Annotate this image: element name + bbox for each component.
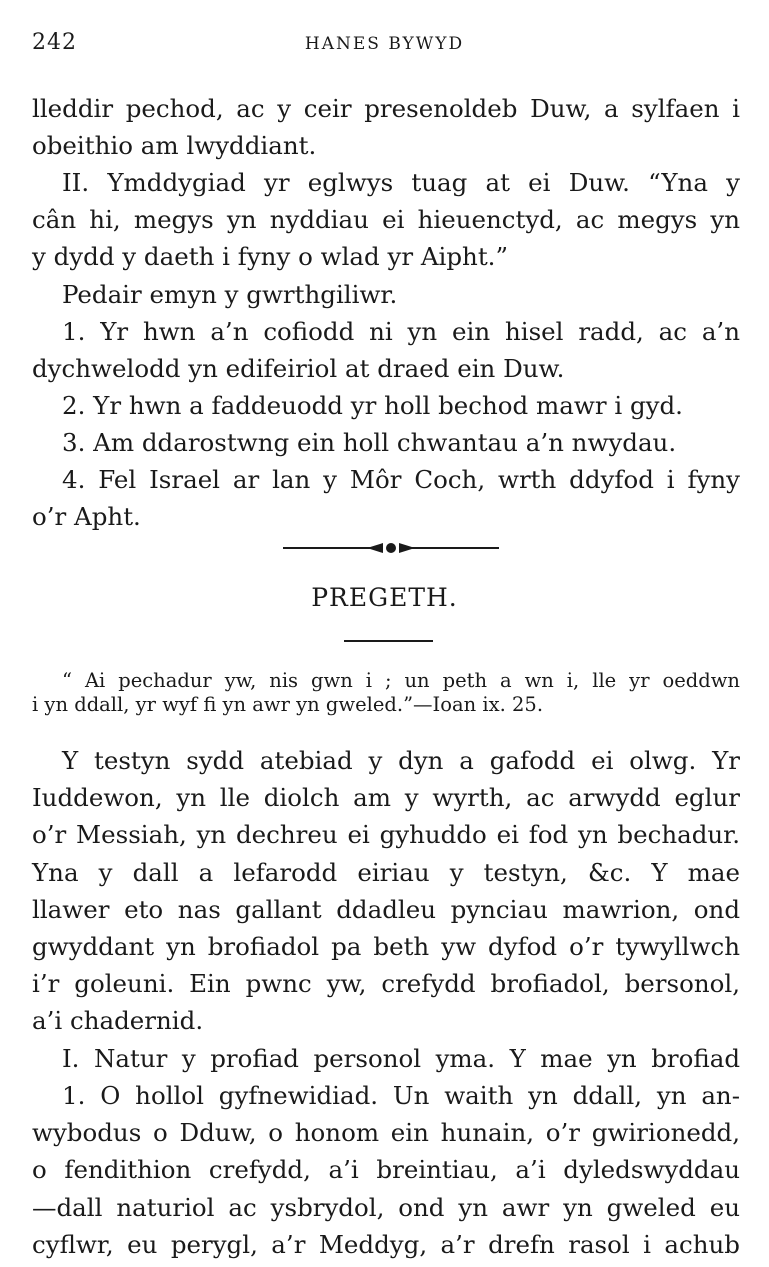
paragraph-continuation [32, 90, 740, 164]
paragraph-four-hymns [32, 276, 740, 313]
section-title: PREGETH. [311, 583, 458, 612]
text-line: 4. Fel Israel ar lan y Môr Coch, wrth ddyfod i fyny [62, 465, 740, 494]
text-line: II. Ymddygiad yr eglwys tuag at ei Duw. “Yna y [62, 168, 740, 197]
list-item-1 [32, 313, 740, 387]
text-line: wybodus o Dduw, o honom ein hunain, o’r gwirionedd, [32, 1118, 740, 1148]
running-head [0, 30, 769, 60]
text-line: “ Ai pechadur yw, nis gwn i ; un peth a wn i, lle yr oeddwn [62, 669, 740, 692]
text-line: obeithio am lwyddiant. [32, 131, 317, 161]
paragraph-section-i [32, 1040, 740, 1077]
paragraph-introduction [32, 742, 740, 1040]
list-item-3 [32, 424, 740, 461]
list-item-4 [32, 461, 740, 535]
text-line: Iuddewon, yn lle diolch am y wyrth, ac arwydd eglur [32, 783, 740, 813]
text-line: o’r Apht. [32, 502, 141, 532]
text-line: cyflwr, eu perygl, a’r Meddyg, a’r drefn rasol i achub [32, 1229, 740, 1259]
title-rule [344, 640, 433, 642]
text-line: o fendithion crefydd, a’i breintiau, a’i dyledswyddau [32, 1155, 740, 1185]
text-line: a’i chadernid. [32, 1006, 204, 1036]
text-line: dychwelodd yn edifeiriol at draed ein Duw. [32, 354, 565, 384]
text-line: Y testyn sydd atebiad y dyn a gafodd ei olwg. Yr [62, 746, 740, 775]
epigraph-quote [32, 669, 740, 717]
text-line: 2. Yr hwn a faddeuodd yr holl bechod mawr i gyd. [62, 391, 683, 420]
text-line: Yna y dall a lefarodd eiriau y testyn, &c. Y mae [32, 857, 740, 887]
text-line: Pedair emyn y gwrthgiliwr. [62, 280, 398, 309]
ornamental-divider [283, 538, 499, 558]
text-line: llawer eto nas gallant ddadleu pynciau mawrion, ond [32, 894, 740, 924]
running-title: HANES BYWYD [304, 34, 465, 54]
text-line: 1. Yr hwn a’n cofiodd ni yn ein hisel radd, ac a’n [62, 317, 740, 346]
text-line: lleddir pechod, ac y ceir presenoldeb Duw, a sylfaen i [32, 94, 740, 123]
text-line: 1. O hollol gyfnewidiad. Un waith yn ddall, yn an- [62, 1081, 740, 1110]
paragraph-section-ii [32, 164, 740, 276]
text-line: —dall naturiol ac ysbrydol, ond yn awr yn gweled eu [32, 1192, 740, 1222]
page-number: 242 [32, 30, 77, 55]
text-line: y dydd y daeth i fyny o wlad yr Aipht.” [32, 242, 508, 272]
text-line: 3. Am ddarostwng ein holl chwantau a’n nwydau. [62, 428, 677, 457]
text-line: cân hi, megys yn nyddiau ei hieuenctyd, ac megys yn [32, 205, 740, 235]
text-line: I. Natur y profiad personol yma. Y mae yn brofiad [62, 1044, 740, 1073]
paragraph-point-1 [32, 1077, 740, 1263]
list-item-2 [32, 387, 740, 424]
text-line: gwyddant yn brofiadol pa beth yw dyfod o’r tywyllwch [32, 931, 740, 961]
text-line: o’r Messiah, yn dechreu ei gyhuddo ei fod yn bechadur. [32, 820, 740, 850]
text-line: i yn ddall, yr wyf fi yn awr yn gweled.”—Ioan ix. 25. [32, 693, 544, 716]
text-line: i’r goleuni. Ein pwnc yw, crefydd brofiadol, bersonol, [32, 969, 740, 999]
